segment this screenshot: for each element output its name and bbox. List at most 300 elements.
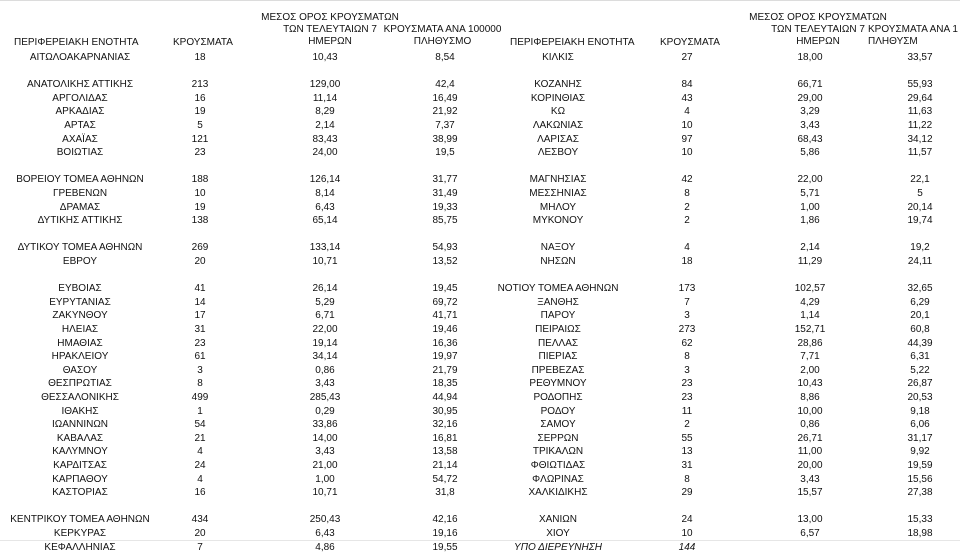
avg7-cell: 68,43 [797,133,823,145]
cases-cell: 11 [681,405,693,417]
per100k-cell: 19,74 [907,215,933,227]
region-cell: ΙΩΑΝΝΙΝΩΝ [51,419,109,431]
avg7-cell: 21,00 [312,460,338,471]
per100k-cell: 85,75 [432,215,458,227]
region-cell: ΑΡΚΑΔΙΑΣ [55,106,105,118]
cases-cell: 27 [681,52,693,63]
avg7-cell: 6,43 [315,528,335,539]
avg7-cell: 13,00 [797,514,823,526]
per100k-cell: 34,12 [907,133,933,145]
per100k-cell: 26,87 [907,378,933,390]
cases-cell: 7 [684,296,690,308]
table-row [0,92,960,106]
region-cell: ΚΕΦΑΛΛΗΝΙΑΣ [44,541,116,553]
cases-cell: 20 [194,256,206,267]
cases-cell: 24 [194,460,206,471]
cases-cell: 121 [191,133,209,145]
cases-cell: 8 [684,188,690,199]
region-cell: ΚΑΡΔΙΤΣΑΣ [53,460,107,471]
avg7-cell: 5,29 [315,296,335,308]
cases-cell: 8 [684,473,690,485]
per100k-cell: 54,72 [432,473,458,485]
header-line: ΤΩΝ ΤΕΛΕΥΤΑΙΩΝ 7 [283,24,377,35]
header-cases: ΚΡΟΥΣΜΑΤΑ [173,37,233,48]
region-cell: ΧΙΟΥ [546,528,570,539]
region-cell: ΚΑΣΤΟΡΙΑΣ [52,487,108,499]
per100k-cell: 16,81 [432,432,458,444]
table-row [0,133,960,147]
avg7-cell: 7,71 [800,351,820,363]
region-cell: ΜΑΓΝΗΣΙΑΣ [529,174,587,186]
cases-cell: 144 [678,541,696,553]
header-line: ΜΕΣΟΣ ΟΡΟΣ ΚΡΟΥΣΜΑΤΩΝ [261,12,399,23]
per100k-cell: 42,16 [432,514,458,526]
region-cell: ΑΙΤΩΛΟΑΚΑΡΝΑΝΙΑΣ [29,52,131,63]
table-row [0,541,960,554]
region-cell: ΙΘΑΚΗΣ [61,405,99,417]
cases-cell: 273 [678,324,696,335]
avg7-cell: 1,00 [315,473,335,485]
table-row [0,78,960,92]
cases-cell: 3 [684,364,690,376]
region-cell: ΔΥΤΙΚΟΥ ΤΟΜΕΑ ΑΘΗΝΩΝ [17,242,143,254]
region-cell: ΠΙΕΡΙΑΣ [538,351,578,363]
cases-cell: 31 [681,460,693,471]
table-row [0,146,960,160]
per100k-cell: 44,39 [907,337,933,349]
per100k-cell: 21,92 [432,106,458,118]
region-cell: ΔΡΑΜΑΣ [59,201,101,213]
per100k-cell: 30,95 [432,405,458,417]
avg7-cell: 0,86 [800,419,820,431]
region-cell: ΚΕΝΤΡΙΚΟΥ ΤΟΜΕΑ ΑΘΗΝΩΝ [10,514,150,526]
region-cell: ΕΥΡΥΤΑΝΙΑΣ [49,296,111,308]
cases-cell: 61 [194,351,206,363]
per100k-cell: 5,22 [910,364,930,376]
cases-cell: 3 [684,310,690,322]
per100k-cell: 15,56 [907,473,933,485]
avg7-cell: 3,29 [800,106,820,118]
region-cell: ΗΜΑΘΙΑΣ [57,337,103,349]
per100k-cell: 20,1 [910,310,930,322]
header-per100k [375,24,510,48]
per100k-cell: 19,33 [432,201,458,213]
per100k-cell: 19,55 [432,541,458,553]
per100k-cell: 11,63 [907,106,933,118]
per100k-cell: 21,14 [432,460,458,471]
region-cell: ΚΑΛΥΜΝΟΥ [52,446,108,458]
header-line: ΠΛΗΘΥΣΜ [868,36,918,47]
per100k-cell: 19,2 [910,242,930,254]
region-cell: ΝΟΤΙΟΥ ΤΟΜΕΑ ΑΘΗΝΩΝ [497,283,619,295]
per100k-cell: 6,29 [910,296,930,308]
region-cell: ΑΡΤΑΣ [64,120,96,131]
region-cell: ΑΝΑΤΟΛΙΚΗΣ ΑΤΤΙΚΗΣ [26,79,134,91]
avg7-cell: 8,86 [800,392,820,403]
region-cell: ΚΩ [550,106,566,118]
region-cell: ΘΑΣΟΥ [62,364,98,376]
avg7-cell: 10,43 [312,52,338,63]
avg7-cell: 6,57 [800,528,820,539]
table-row [0,241,960,255]
cases-cell: 2 [684,419,690,431]
cases-cell: 8 [684,351,690,363]
table-row [0,201,960,215]
header-line: ΚΡΟΥΣΜΑΤΑ ΑΝΑ 1 [868,24,958,35]
region-cell: ΒΟΡΕΙΟΥ ΤΟΜΕΑ ΑΘΗΝΩΝ [16,174,144,186]
per100k-cell: 22,1 [910,174,930,186]
table-row [0,214,960,228]
region-cell: ΖΑΚΥΝΘΟΥ [52,310,108,322]
table-row [0,473,960,487]
cases-cell: 188 [191,174,209,186]
region-cell: ΦΘΙΩΤΙΔΑΣ [530,460,586,471]
cases-cell: 21 [194,432,206,444]
avg7-cell: 3,43 [315,446,335,458]
cases-cell: 19 [194,201,206,213]
avg7-cell: 2,14 [800,242,820,254]
cases-cell: 43 [681,92,693,104]
cases-cell: 29 [681,487,693,499]
region-cell: ΕΒΡΟΥ [62,256,98,267]
avg7-cell: 129,00 [309,79,341,91]
cases-cell: 10 [681,120,693,131]
region-cell: ΛΑΚΩΝΙΑΣ [532,120,584,131]
per100k-cell: 32,65 [907,283,933,295]
per100k-cell: 31,49 [432,188,458,199]
cases-cell: 18 [194,52,206,63]
avg7-cell: 1,86 [800,215,820,227]
cases-cell: 54 [194,419,206,431]
region-cell: ΓΡΕΒΕΝΩΝ [52,188,108,199]
avg7-cell: 29,00 [797,92,823,104]
avg7-cell: 20,00 [797,460,823,471]
cases-cell: 16 [194,487,206,499]
table-row [0,405,960,419]
bottom-border [0,540,960,541]
region-cell: ΔΥΤΙΚΗΣ ΑΤΤΙΚΗΣ [37,215,123,227]
header-line: ΠΛΗΘΥΣΜΟ [413,36,472,47]
cases-cell: 4 [197,446,203,458]
table-row [0,105,960,119]
cases-cell: 17 [194,310,206,322]
avg7-cell: 250,43 [309,514,341,526]
cases-cell: 4 [684,106,690,118]
avg7-cell: 5,86 [800,147,820,159]
region-cell: ΛΑΡΙΣΑΣ [537,133,579,145]
avg7-cell: 18,00 [797,52,823,63]
region-cell: ΠΡΕΒΕΖΑΣ [531,364,585,376]
table-row [0,296,960,310]
region-cell: ΣΕΡΡΩΝ [537,432,579,444]
table-row [0,309,960,323]
per100k-cell: 38,99 [432,133,458,145]
per100k-cell: 19,59 [907,460,933,471]
per100k-cell: 60,8 [910,324,930,335]
cases-cell: 213 [191,79,209,91]
cases-cell: 31 [194,324,206,335]
per100k-cell: 54,93 [432,242,458,254]
per100k-cell: 15,33 [907,514,933,526]
per100k-cell: 11,57 [907,147,933,159]
avg7-cell: 34,14 [312,351,338,363]
avg7-cell: 33,86 [312,419,338,431]
cases-cell: 269 [191,242,209,254]
region-cell: ΞΑΝΘΗΣ [537,296,579,308]
region-cell: ΚΟΡΙΝΘΙΑΣ [530,92,586,104]
avg7-cell: 152,71 [794,324,826,335]
cases-cell: 14 [194,296,206,308]
cases-cell: 23 [194,337,206,349]
region-cell: ΧΑΝΙΩΝ [538,514,578,526]
avg7-cell: 4,29 [800,296,820,308]
per100k-cell: 19,5 [435,147,455,159]
avg7-cell: 19,14 [312,337,338,349]
region-cell: ΣΑΜΟΥ [540,419,576,431]
table-row [0,255,960,269]
avg7-cell: 66,71 [797,79,823,91]
cases-cell: 41 [194,283,206,295]
header-region: ΠΕΡΙΦΕΡΕΙΑΚΗ ΕΝΟΤΗΤΑ [14,37,139,48]
avg7-cell: 1,14 [800,310,820,322]
avg7-cell: 22,00 [797,174,823,186]
per100k-cell: 19,46 [432,324,458,335]
region-cell: ΦΛΩΡΙΝΑΣ [532,473,584,485]
avg7-cell: 1,00 [800,201,820,213]
header-line: ΗΜΕΡΩΝ [308,36,352,47]
avg7-cell: 10,71 [312,487,338,499]
table-row [0,173,960,187]
header-line: ΚΡΟΥΣΜΑΤΑ ΑΝΑ 100000 [383,24,502,35]
avg7-cell: 11,14 [312,92,338,104]
region-cell: ΘΕΣΣΑΛΟΝΙΚΗΣ [41,392,119,403]
cases-cell: 434 [191,514,209,526]
cases-cell: 1 [197,405,203,417]
per100k-cell: 27,38 [907,487,933,499]
region-cell: ΛΕΣΒΟΥ [537,147,579,159]
avg7-cell: 26,71 [797,432,823,444]
region-cell: ΚΕΡΚΥΡΑΣ [53,528,107,539]
table-row [0,337,960,351]
cases-cell: 23 [681,392,693,403]
per100k-cell: 9,18 [910,405,930,417]
per100k-cell: 24,11 [907,256,933,267]
header-line: ΗΜΕΡΩΝ [796,36,840,47]
avg7-cell: 2,14 [315,120,335,131]
region-cell: ΡΟΔΟΠΗΣ [533,392,583,403]
table-row [0,282,960,296]
table-row [0,418,960,432]
per100k-cell: 31,77 [432,174,458,186]
per100k-cell: 20,14 [907,201,933,213]
region-cell: ΜΥΚΟΝΟΥ [532,215,584,227]
per100k-cell: 42,4 [435,79,455,91]
header-line: ΤΩΝ ΤΕΛΕΥΤΑΙΩΝ 7 [771,24,865,35]
top-border [0,0,960,5]
table-row [0,459,960,473]
avg7-cell: 10,43 [797,378,823,390]
cases-cell: 84 [681,79,693,91]
cases-cell: 19 [194,106,206,118]
region-cell: ΚΙΛΚΙΣ [542,52,574,63]
avg7-cell: 3,43 [315,378,335,390]
table-row [0,445,960,459]
table-row [0,377,960,391]
region-cell: ΗΡΑΚΛΕΙΟΥ [51,351,109,363]
per100k-cell: 8,54 [435,52,455,63]
region-cell: ΜΕΣΣΗΝΙΑΣ [529,188,587,199]
cases-cell: 2 [684,215,690,227]
region-cell: ΠΕΛΛΑΣ [537,337,579,349]
per100k-cell: 16,49 [432,92,458,104]
avg7-cell: 26,14 [312,283,338,295]
region-cell: ΑΡΓΟΛΙΔΑΣ [52,92,108,104]
per100k-cell: 9,92 [910,446,930,458]
avg7-cell: 6,71 [315,310,335,322]
table-row [0,527,960,541]
cases-cell: 10 [194,188,206,199]
header-cases-2: ΚΡΟΥΣΜΑΤΑ [660,37,720,48]
per100k-cell: 33,57 [907,52,933,63]
avg7-cell: 4,86 [315,541,335,553]
region-cell: ΤΡΙΚΑΛΩΝ [532,446,584,458]
per100k-cell: 20,53 [907,392,933,403]
per100k-cell: 41,71 [432,310,458,322]
avg7-cell: 126,14 [309,174,341,186]
region-cell: ΗΛΕΙΑΣ [61,324,99,335]
avg7-cell: 11,00 [797,446,823,458]
cases-cell: 16 [194,92,206,104]
header-per100k-2 [868,24,960,48]
cases-cell: 499 [191,392,209,403]
region-cell: ΥΠΟ ΔΙΕΡΕΥΝΗΣΗ [514,541,602,553]
avg7-cell: 10,00 [797,405,823,417]
per100k-cell: 32,16 [432,419,458,431]
per100k-cell: 19,45 [432,283,458,295]
per100k-cell: 55,93 [907,79,933,91]
cases-cell: 5 [197,120,203,131]
cases-cell: 4 [197,473,203,485]
per100k-cell: 18,35 [432,378,458,390]
per100k-cell: 6,31 [910,351,930,363]
region-cell: ΡΟΔΟΥ [540,405,576,417]
cases-cell: 4 [684,242,690,254]
region-cell: ΡΕΘΥΜΝΟΥ [529,378,587,390]
cases-cell: 24 [681,514,693,526]
per100k-cell: 44,94 [432,392,458,403]
avg7-cell: 10,71 [312,256,338,267]
avg7-cell: 285,43 [309,392,341,403]
region-cell: ΧΑΛΚΙΔΙΚΗΣ [528,487,588,499]
region-cell: ΕΥΒΟΙΑΣ [58,283,102,295]
avg7-cell: 0,29 [315,405,335,417]
per100k-cell: 31,8 [435,487,455,499]
region-cell: ΑΧΑΪΑΣ [62,133,98,145]
cases-cell: 97 [681,133,693,145]
cases-cell: 23 [681,378,693,390]
avg7-cell: 3,43 [800,473,820,485]
per100k-cell: 31,17 [907,432,933,444]
cases-cell: 42 [681,174,693,186]
cases-cell: 8 [197,378,203,390]
avg7-cell: 2,00 [800,364,820,376]
avg7-cell: 24,00 [312,147,338,159]
cases-cell: 18 [681,256,693,267]
per100k-cell: 29,64 [907,92,933,104]
per100k-cell: 11,22 [907,120,933,131]
per100k-cell: 21,79 [432,364,458,376]
cases-cell: 7 [197,541,203,553]
avg7-cell: 11,29 [797,256,823,267]
cases-cell: 10 [681,147,693,159]
table-row [0,486,960,500]
per100k-cell: 13,58 [432,446,458,458]
cases-cell: 62 [681,337,693,349]
per100k-cell: 16,36 [432,337,458,349]
region-cell: ΝΗΣΩΝ [540,256,576,267]
table-row [0,119,960,133]
region-cell: ΜΗΛΟΥ [539,201,577,213]
per100k-cell: 69,72 [432,296,458,308]
avg7-cell: 102,57 [794,283,826,295]
table-row [0,350,960,364]
region-cell: ΠΕΙΡΑΙΩΣ [535,324,581,335]
avg7-cell: 22,00 [312,324,338,335]
per100k-cell: 6,06 [910,419,930,431]
avg7-cell: 133,14 [309,242,341,254]
cases-cell: 3 [197,364,203,376]
avg7-cell: 6,43 [315,201,335,213]
cases-cell: 10 [681,528,693,539]
avg7-cell: 65,14 [312,215,338,227]
region-cell: ΚΑΒΑΛΑΣ [56,432,104,444]
region-cell: ΘΕΣΠΡΩΤΙΑΣ [48,378,112,390]
region-cell: ΝΑΞΟΥ [540,242,576,254]
avg7-cell: 15,57 [797,487,823,499]
per100k-cell: 5 [917,188,923,199]
per100k-cell: 18,98 [907,528,933,539]
avg7-cell: 0,86 [315,364,335,376]
region-cell: ΠΑΡΟΥ [540,310,576,322]
header-region-2: ΠΕΡΙΦΕΡΕΙΑΚΗ ΕΝΟΤΗΤΑ [510,37,635,48]
avg7-cell: 3,43 [800,120,820,131]
cases-cell: 2 [684,201,690,213]
table-row [0,391,960,405]
region-cell: ΒΟΙΩΤΙΑΣ [56,147,104,159]
avg7-cell: 8,14 [315,188,335,199]
avg7-cell: 8,29 [315,106,335,118]
cases-cell: 20 [194,528,206,539]
region-cell: ΚΑΡΠΑΘΟΥ [52,473,108,485]
cases-cell: 23 [194,147,206,159]
table-row [0,51,960,65]
table-row [0,187,960,201]
avg7-cell: 83,43 [312,133,338,145]
per100k-cell: 19,16 [432,528,458,539]
table-row [0,432,960,446]
table-row [0,364,960,378]
table-row [0,323,960,337]
cases-cell: 173 [678,283,696,295]
header-line: ΜΕΣΟΣ ΟΡΟΣ ΚΡΟΥΣΜΑΤΩΝ [749,12,887,23]
cases-cell: 138 [191,215,209,227]
per100k-cell: 13,52 [432,256,458,267]
avg7-cell: 5,71 [800,188,820,199]
table-row [0,513,960,527]
region-cell: ΚΟΖΑΝΗΣ [534,79,582,91]
avg7-cell: 14,00 [312,432,338,444]
cases-cell: 55 [681,432,693,444]
